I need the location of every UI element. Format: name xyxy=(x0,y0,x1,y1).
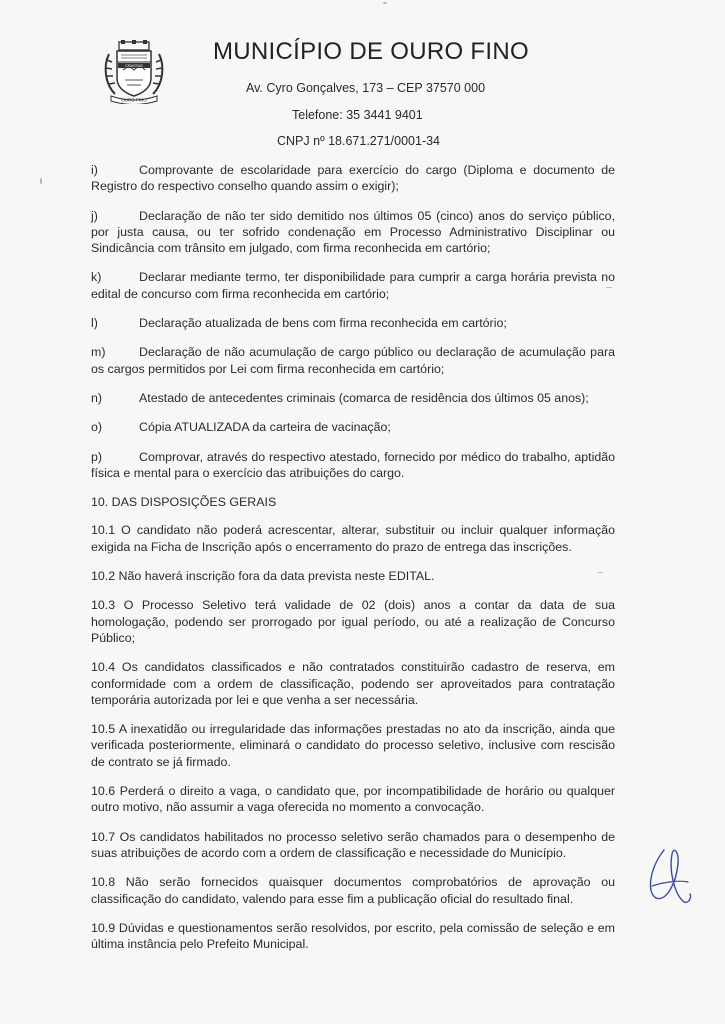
item-text: Declarar mediante termo, ter disponibilidade para cumprir a carga horária prevista no edital de concurso com firma reconhecida em cartório; xyxy=(91,270,615,301)
scan-speck xyxy=(40,178,42,184)
list-item xyxy=(91,390,615,406)
item-letter: n) xyxy=(91,390,103,405)
page-title: MUNICÍPIO DE OURO FINO xyxy=(213,38,529,65)
item-letter: l) xyxy=(91,316,98,331)
paragraph-10-5: 10.5 A inexatidão ou irregularidade das informações prestadas no ato da inscrição, ainda que verificada posteriormente, eliminará o candidato do processo seletivo, inclusive com rescisão de contrato se já firmado. xyxy=(91,722,615,769)
header-phone: Telefone: 35 3441 9401 xyxy=(292,108,423,122)
coat-of-arms-icon xyxy=(103,40,165,104)
item-text: Comprovar, através do respectivo atestado, fornecido por médico do trabalho, aptidão física e mental para o exercício das atribuições do cargo. xyxy=(91,449,615,480)
item-text: Declaração de não ter sido demitido nos últimos 05 (cinco) anos do serviço público, por justa causa, ou ter sofrido condenação em Processo Administrativo Disciplinar ou Sindicância com trânsito em julgado, com firma reconhecida em cartório; xyxy=(91,208,615,256)
list-item xyxy=(91,208,615,257)
item-letter: p) xyxy=(91,449,103,464)
item-letter: i) xyxy=(91,163,98,177)
scan-speck xyxy=(598,572,603,573)
header-address: Av. Cyro Gonçalves, 173 – CEP 37570 000 xyxy=(246,81,486,95)
item-text: Comprovante de escolaridade para exercício do cargo (Diploma e documento de Registro do respectivo conselho quando assim o exigir); xyxy=(91,163,615,194)
paragraph-10-8: 10.8 Não serão fornecidos quaisquer documentos comprobatórios de aprovação ou classificação do candidato, valendo para esse fim a publicação oficial do resultado final. xyxy=(91,875,615,906)
list-item xyxy=(91,449,615,482)
paragraph-10-3: 10.3 O Processo Seletivo terá validade de 02 (dois) anos a contar da data de sua homologação, podendo ser prorrogado por igual período, ou até a realização de Concurso Público; xyxy=(91,598,615,645)
list-item xyxy=(91,162,615,195)
item-letter: m) xyxy=(91,345,106,360)
scan-speck xyxy=(606,287,612,288)
list-item xyxy=(91,344,615,377)
item-text: Cópia ATUALIZADA da carteira de vacinação; xyxy=(139,420,391,435)
paragraph-10-6: 10.6 Perderá o direito a vaga, o candidato que, por incompatibilidade de horário ou qualquer outro motivo, não assumir a vaga oferecida no momento a convocação. xyxy=(91,784,615,815)
item-text: Atestado de antecedentes criminais (comarca de residência dos últimos 05 anos); xyxy=(139,390,589,405)
section-title: 10. DAS DISPOSIÇÕES GERAIS xyxy=(91,495,277,510)
item-text: Declaração atualizada de bens com firma reconhecida em cartório; xyxy=(139,316,507,331)
item-letter: j) xyxy=(91,208,98,223)
item-letter: o) xyxy=(91,420,103,435)
header-cnpj: CNPJ nº 18.671.271/0001-34 xyxy=(277,134,441,148)
list-item xyxy=(91,419,615,435)
crest-banner-bottom: OURO FINO xyxy=(121,97,147,103)
scan-speck xyxy=(383,2,387,4)
signature-initials-icon xyxy=(644,840,694,910)
item-letter: k) xyxy=(91,270,102,285)
item-text: Declaração de não acumulação de cargo público ou declaração de acumulação para os cargos permitidos por Lei com firma reconhecida em cartório; xyxy=(91,345,615,376)
paragraph-10-2: 10.2 Não haverá inscrição fora da data prevista neste EDITAL. xyxy=(91,569,435,584)
paragraph-10-4: 10.4 Os candidatos classificados e não contratados constituirão cadastro de reserva, em conformidade com a ordem de classificação, podendo ser aproveitados para contratação temporária autorizada por lei e que venha a ser necessária. xyxy=(91,660,615,707)
list-item xyxy=(91,269,615,302)
paragraph-10-9: 10.9 Dúvidas e questionamentos serão resolvidos, por escrito, pela comissão de seleção e em última instância pelo Prefeito Municipal. xyxy=(91,920,615,952)
crest-banner-top: CRASTAS xyxy=(125,64,143,68)
list-item xyxy=(91,315,615,331)
paragraph-10-7: 10.7 Os candidatos habilitados no processo seletivo serão chamados para o desempenho de suas atribuições de acordo com a ordem de classificação e necessidade do Município. xyxy=(91,829,615,860)
paragraph-10-1: 10.1 O candidato não poderá acrescentar, alterar, substituir ou incluir qualquer informação exigida na Ficha de Inscrição após o encerramento do prazo de entrega das inscrições. xyxy=(91,523,615,554)
document-body xyxy=(91,162,615,965)
